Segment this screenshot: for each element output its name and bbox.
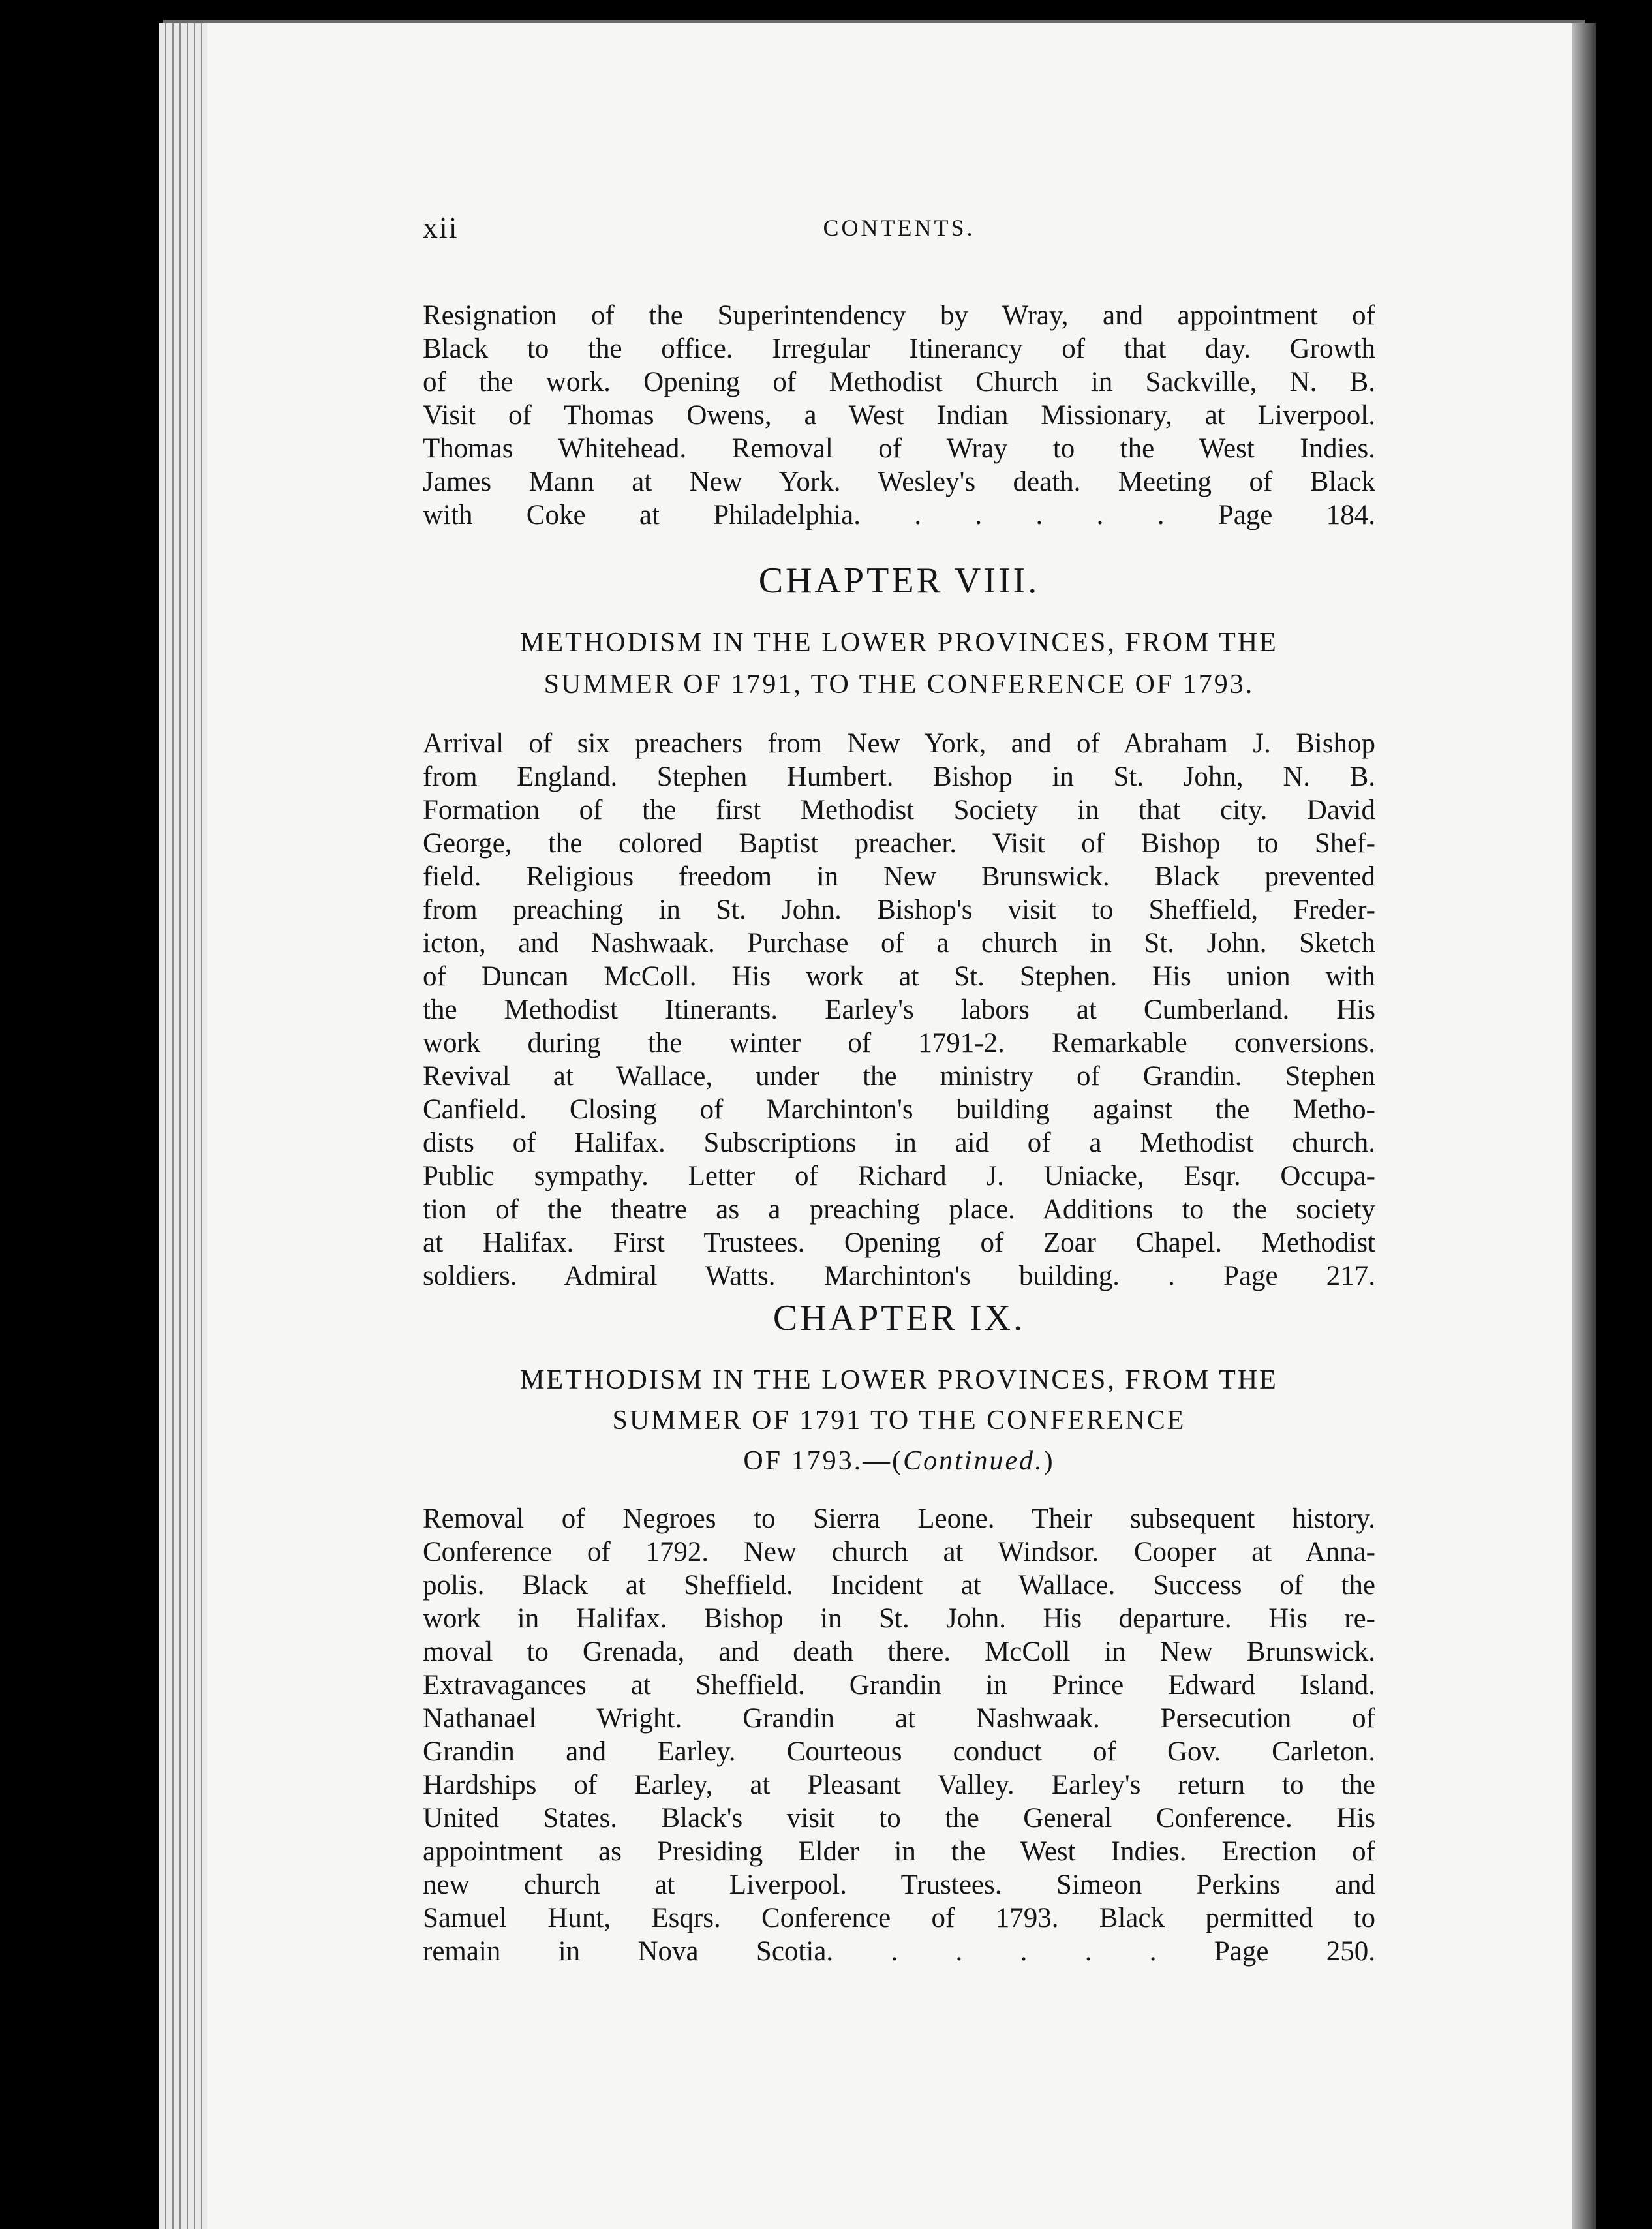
summary-line: work in Halifax. Bishop in St. John. His departure. His re- (423, 1603, 1375, 1634)
summary-line: tion of the theatre as a preaching place. Additions to the society (423, 1194, 1375, 1225)
summary-line: Thomas Whitehead. Removal of Wray to the West Indies. (423, 433, 1375, 464)
chapter-ix-heading: CHAPTER IX. (772, 1298, 1026, 1338)
running-head (423, 210, 1375, 249)
summary-line: Nathanael Wright. Grandin at Nashwaak. Persecution of (423, 1703, 1375, 1734)
chapter-viii-heading: CHAPTER VIII. (758, 561, 1040, 601)
summary-line: George, the colored Baptist preacher. Visit of Bishop to Shef- (423, 828, 1375, 859)
chapter-viii-summary (423, 727, 1375, 1293)
chapter-ix-title-suffix: ) (1043, 1446, 1055, 1476)
summary-line: from preaching in St. John. Bishop's visit to Sheffield, Freder- (423, 895, 1375, 925)
summary-line: Hardships of Earley, at Pleasant Valley. Earley's return to the (423, 1770, 1375, 1800)
summary-line: Resignation of the Superintendency by Wray, and appointment of (423, 300, 1375, 331)
summary-line: Extravagances at Sheffield. Grandin in Prince Edward Island. (423, 1670, 1375, 1700)
chapter-ix-title-line-2: SUMMER OF 1791 TO THE CONFERENCE (612, 1406, 1186, 1436)
summary-line: Formation of the first Methodist Society in that city. David (423, 795, 1375, 825)
summary-line: with Coke at Philadelphia. . . . . . Page 184. (423, 500, 1375, 530)
summary-line: James Mann at New York. Wesley's death. Meeting of Black (423, 467, 1375, 497)
summary-line: of the work. Opening of Methodist Church in Sackville, N. B. (423, 367, 1375, 397)
chapter-vii-summary (423, 299, 1375, 532)
chapter-ix-title-prefix: OF 1793.—( (743, 1446, 904, 1476)
chapter-viii-title-line-2: SUMMER OF 1791, TO THE CONFERENCE OF 1793. (543, 669, 1255, 699)
page-right-edge (1572, 23, 1596, 2229)
summary-line: Conference of 1792. New church at Windsor. Cooper at Anna- (423, 1537, 1375, 1567)
summary-line: Public sympathy. Letter of Richard J. Uniacke, Esqr. Occupa- (423, 1161, 1375, 1191)
page-number: xii (423, 211, 459, 244)
summary-line: field. Religious freedom in New Brunswick. Black prevented (423, 861, 1375, 892)
summary-line: of Duncan McColl. His work at St. Stephen. His union with (423, 961, 1375, 992)
chapter-ix-title-line-1: METHODISM IN THE LOWER PROVINCES, FROM THE (520, 1365, 1278, 1395)
summary-line: moval to Grenada, and death there. McColl in New Brunswick. (423, 1637, 1375, 1667)
summary-line: appointment as Presiding Elder in the West Indies. Erection of (423, 1836, 1375, 1867)
chapter-ix-title-line-3 (423, 1443, 1375, 1479)
summary-line: icton, and Nashwaak. Purchase of a church in St. John. Sketch (423, 928, 1375, 959)
chapter-viii-title-line-1: METHODISM IN THE LOWER PROVINCES, FROM THE (520, 628, 1278, 658)
running-title: CONTENTS. (823, 215, 975, 241)
summary-line: Visit of Thomas Owens, a West Indian Missionary, at Liverpool. (423, 400, 1375, 431)
summary-line: Samuel Hunt, Esqrs. Conference of 1793. Black permitted to (423, 1903, 1375, 1933)
summary-line: from England. Stephen Humbert. Bishop in St. John, N. B. (423, 761, 1375, 792)
summary-line: new church at Liverpool. Trustees. Simeon Perkins and (423, 1869, 1375, 1900)
summary-line: Grandin and Earley. Courteous conduct of Gov. Carleton. (423, 1736, 1375, 1767)
summary-line: Canfield. Closing of Marchinton's building against the Metho- (423, 1094, 1375, 1125)
summary-line: Arrival of six preachers from New York, and of Abraham J. Bishop (423, 728, 1375, 759)
summary-line: the Methodist Itinerants. Earley's labors at Cumberland. His (423, 994, 1375, 1025)
summary-line: United States. Black's visit to the General Conference. His (423, 1803, 1375, 1834)
chapter-ix-title-continued: Continued. (903, 1446, 1044, 1476)
summary-line: soldiers. Admiral Watts. Marchinton's building. . Page 217. (423, 1261, 1375, 1291)
summary-line: work during the winter of 1791-2. Remarkable conversions. (423, 1028, 1375, 1058)
summary-line: dists of Halifax. Subscriptions in aid of a Methodist church. (423, 1128, 1375, 1158)
summary-line: remain in Nova Scotia. . . . . . Page 250. (423, 1936, 1375, 1967)
summary-line: Revival at Wallace, under the ministry of Grandin. Stephen (423, 1061, 1375, 1092)
chapter-ix-summary (423, 1502, 1375, 1968)
summary-line: Black to the office. Irregular Itinerancy of that day. Growth (423, 333, 1375, 364)
summary-line: at Halifax. First Trustees. Opening of Zoar Chapel. Methodist (423, 1227, 1375, 1258)
summary-line: polis. Black at Sheffield. Incident at Wallace. Success of the (423, 1570, 1375, 1601)
summary-line: Removal of Negroes to Sierra Leone. Their subsequent history. (423, 1503, 1375, 1534)
